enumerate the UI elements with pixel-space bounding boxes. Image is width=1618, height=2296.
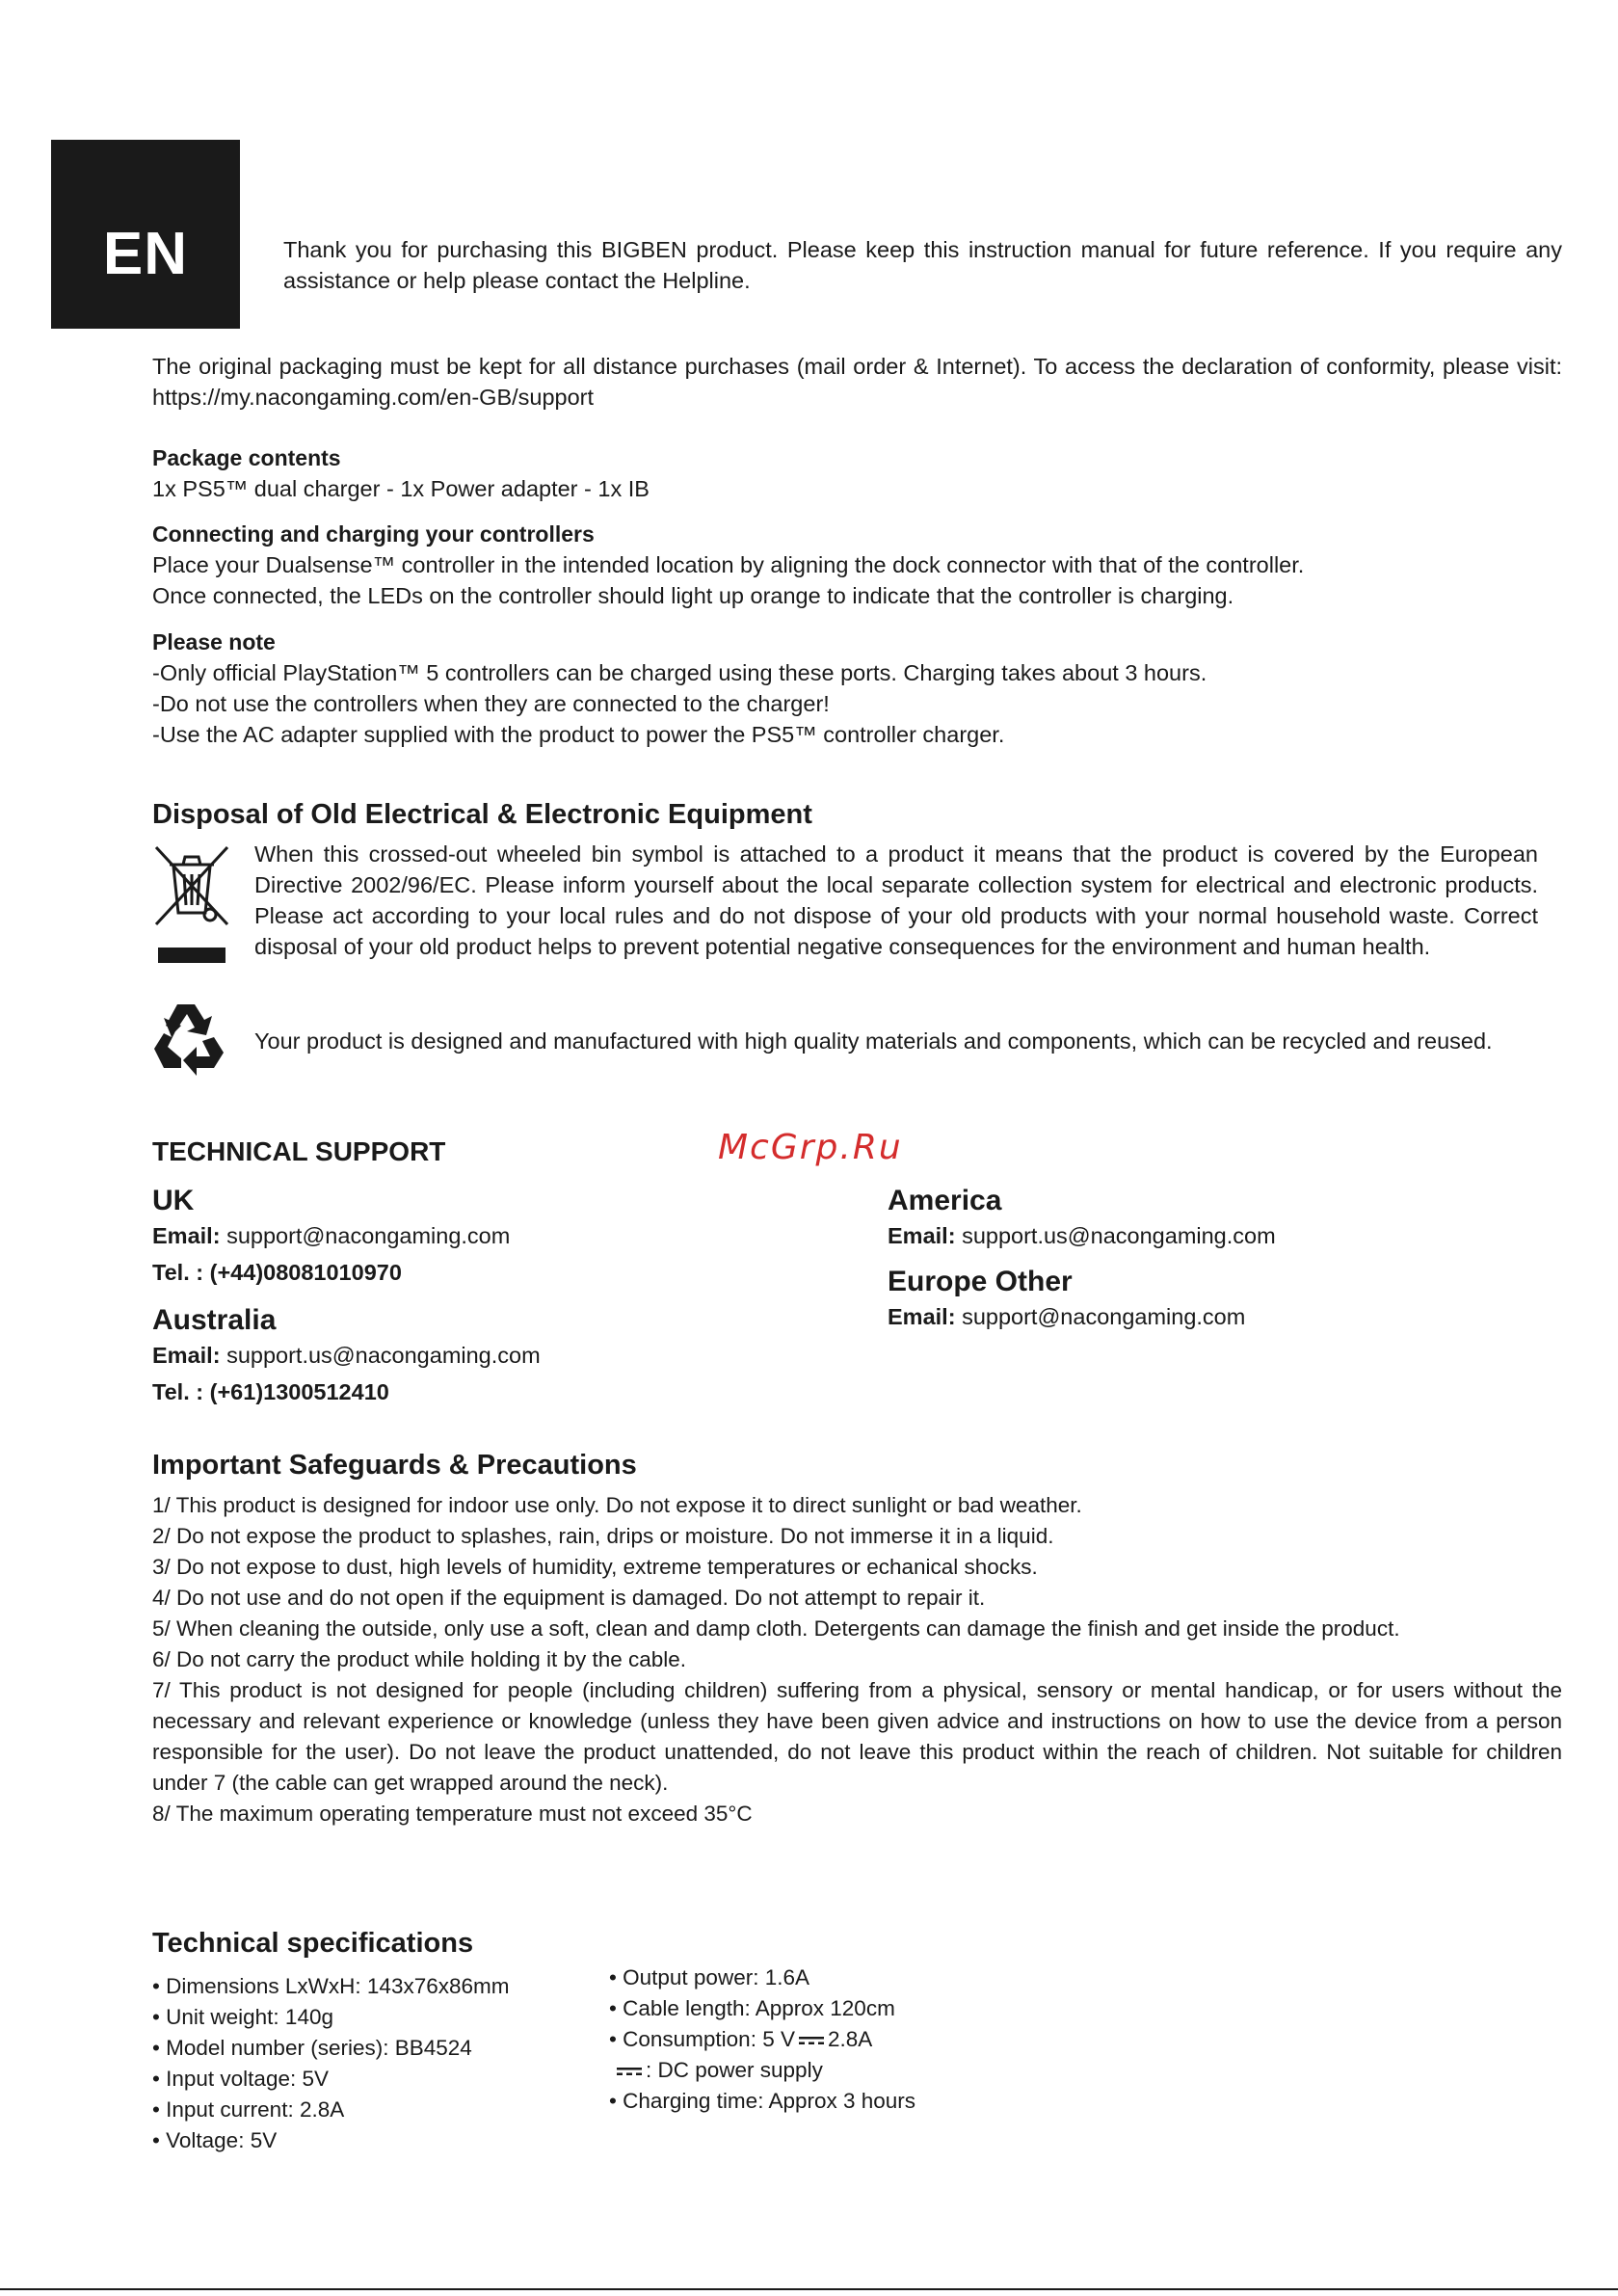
specs-title: Technical specifications: [152, 1928, 474, 1959]
specs-left-list: [152, 1971, 510, 2156]
spec-item-consumption: [609, 2024, 915, 2055]
language-code: EN: [102, 221, 189, 287]
consumption-prefix: • Consumption: 5 V: [609, 2027, 795, 2051]
tel-label: Tel. :: [152, 1379, 204, 1404]
note-line: -Only official PlayStation™ 5 controllers can be charged using these ports. Charging takes about 3 hours.: [152, 660, 1207, 685]
safeguard-item: 5/ When cleaning the outside, only use a soft, clean and damp cloth. Detergents can damage the finish and get inside the product.: [152, 1616, 1400, 1641]
connecting-title: Connecting and charging your controllers: [152, 521, 595, 547]
spec-item-dc-legend: [609, 2055, 915, 2086]
specs-right-list: [609, 1962, 915, 2117]
support-australia: [152, 1303, 827, 1411]
recycle-icon: [150, 999, 227, 1076]
uk-phone[interactable]: (+44)08081010970: [209, 1260, 402, 1285]
spec-item: • Model number (series): BB4524: [152, 2036, 472, 2060]
safeguard-item: 3/ Do not expose to dust, high levels of humidity, extreme temperatures or echanical shocks.: [152, 1555, 1038, 1579]
recycle-text: Your product is designed and manufactured with high quality materials and components, which can be recycled and reused.: [254, 1028, 1493, 1054]
note-line: -Use the AC adapter supplied with the product to power the PS5™ controller charger.: [152, 722, 1005, 747]
please-note-title: Please note: [152, 629, 276, 654]
tel-label: Tel. :: [152, 1260, 204, 1285]
connecting-line: Place your Dualsense™ controller in the intended location by aligning the dock connector with that of the controller.: [152, 552, 1305, 577]
region-uk: UK: [152, 1185, 195, 1216]
australia-email-link[interactable]: support.us@nacongaming.com: [226, 1343, 541, 1368]
safeguard-item: 8/ The maximum operating temperature must not exceed 35°C: [152, 1802, 753, 1826]
safeguard-item: 6/ Do not carry the product while holding it by the cable.: [152, 1647, 687, 1671]
america-email-link[interactable]: support.us@nacongaming.com: [962, 1223, 1276, 1248]
safeguard-item: 1/ This product is designed for indoor use only. Do not expose it to direct sunlight or bad weather.: [152, 1493, 1082, 1517]
spec-item: • Output power: 1.6A: [609, 1965, 809, 1989]
dc-symbol-icon: [617, 2067, 642, 2076]
connecting-line: Once connected, the LEDs on the controller should light up orange to indicate that the controller is charging.: [152, 583, 1234, 608]
consumption-suffix: 2.8A: [827, 2027, 873, 2051]
connecting-section: [152, 519, 1562, 611]
please-note-section: [152, 627, 1562, 750]
page-bottom-rule: [0, 2288, 1618, 2290]
package-contents-text: 1x PS5™ dual charger - 1x Power adapter - 1x IB: [152, 476, 650, 501]
note-line: -Do not use the controllers when they are connected to the charger!: [152, 691, 830, 716]
support-america: [888, 1184, 1562, 1253]
safeguard-item: 7/ This product is not designed for people (including children) suffering from a physical, sensory or mental handicap, or for users without the necessary and relevant experience or knowledge (unless they have been given advice and instructions on how to use the device from a person responsible for the user). Do not leave the product unattended, do not leave this product within the reach of children. Not suitable for children under 7 (the cable can get wrapped around the neck).: [152, 1678, 1562, 1795]
region-america: America: [888, 1185, 1002, 1216]
safeguards-list: [152, 1490, 1562, 1829]
safeguard-item: 2/ Do not expose the product to splashes, rain, drips or moisture. Do not immerse it in a liquid.: [152, 1524, 1054, 1548]
safeguards-title: Important Safeguards & Precautions: [152, 1450, 637, 1481]
language-badge: [51, 140, 240, 329]
technical-support-title: TECHNICAL SUPPORT: [152, 1136, 446, 1166]
spec-item: • Cable length: Approx 120cm: [609, 1996, 895, 2020]
email-label: Email:: [888, 1223, 956, 1248]
spec-item: • Voltage: 5V: [152, 2128, 278, 2152]
region-australia: Australia: [152, 1304, 277, 1336]
safeguard-item: 4/ Do not use and do not open if the equipment is damaged. Do not attempt to repair it.: [152, 1586, 986, 1610]
dc-legend-text: : DC power supply: [646, 2058, 823, 2082]
email-label: Email:: [152, 1223, 221, 1248]
uk-email-link[interactable]: support@nacongaming.com: [226, 1223, 511, 1248]
spec-item: • Input voltage: 5V: [152, 2067, 329, 2091]
crossed-bin-icon: [150, 843, 233, 967]
region-europe-other: Europe Other: [888, 1266, 1073, 1297]
spec-item: • Charging time: Approx 3 hours: [609, 2089, 916, 2113]
watermark: McGrp.Ru: [718, 1128, 903, 1167]
packaging-note: The original packaging must be kept for all distance purchases (mail order & Internet). To access the declaration of conformity, please visit: https://my.nacongaming.com/en-GB/support: [152, 354, 1562, 410]
package-contents-section: [152, 442, 1562, 504]
support-europe-other: [888, 1265, 1562, 1334]
intro-text: Thank you for purchasing this BIGBEN product. Please keep this instruction manual for future reference. If you require any assistance or help please contact the Helpline.: [283, 237, 1562, 293]
email-label: Email:: [152, 1343, 221, 1368]
weee-text: When this crossed-out wheeled bin symbol is attached to a product it means that the product is covered by the European Directive 2002/96/EC. Please inform yourself about the local separate collection system for electrical and electronic products. Please act according to your local rules and do not dispose of your old products with your normal household waste. Correct disposal of your old product helps to prevent potential negative consequences for the environment and human health.: [254, 841, 1538, 959]
package-contents-title: Package contents: [152, 445, 341, 470]
dc-symbol-icon: [799, 2036, 824, 2045]
spec-item: • Dimensions LxWxH: 143x76x86mm: [152, 1974, 510, 1998]
disposal-title: Disposal of Old Electrical & Electronic Equipment: [152, 799, 812, 830]
europe-email-link[interactable]: support@nacongaming.com: [962, 1304, 1246, 1329]
email-label: Email:: [888, 1304, 956, 1329]
spec-item: • Unit weight: 140g: [152, 2005, 333, 2029]
support-uk: [152, 1184, 827, 1292]
australia-phone[interactable]: (+61)1300512410: [209, 1379, 389, 1404]
spec-item: • Input current: 2.8A: [152, 2097, 345, 2122]
